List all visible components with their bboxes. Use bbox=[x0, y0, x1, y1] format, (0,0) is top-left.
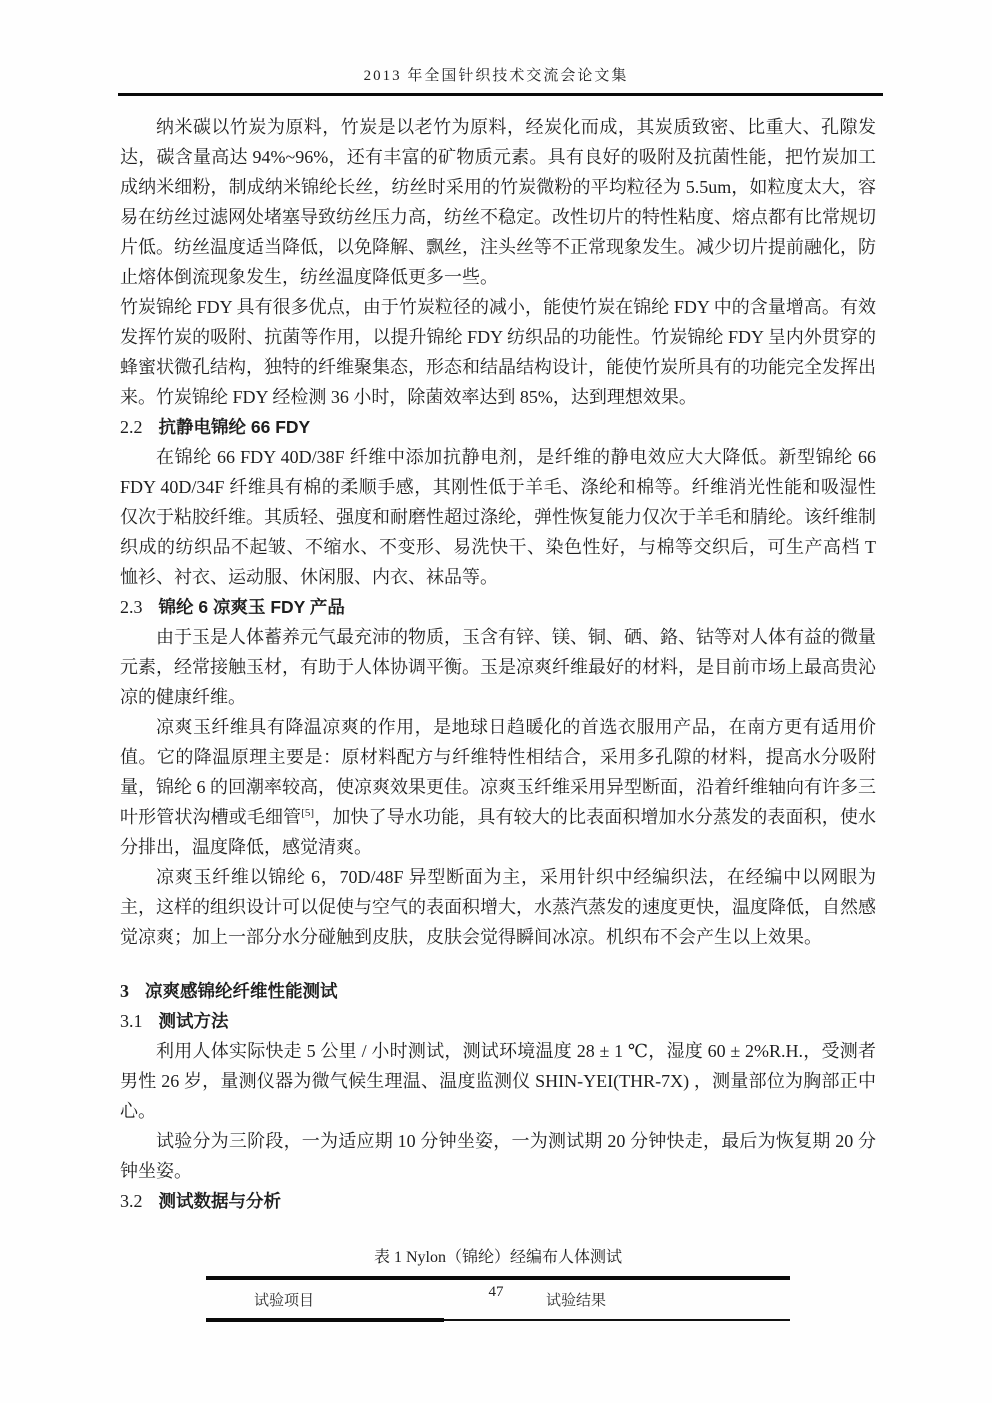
para-jade-knitting: 凉爽玉纤维以锦纶 6，70D/48F 异型断面为主，采用针织中经编织法，在经编中以网眼为主，这样的组织设计可以促使与空气的表面积增大，水蒸汽蒸发的速度更快，温度降低，自然感觉凉爽；加上一部分水分碰触到皮肤，皮肤会觉得瞬间冰凉。机织布不会产生以上效果。 bbox=[120, 867, 876, 947]
para-test-method: 利用人体实际快走 5 公里 / 小时测试，测试环境温度 28 ± 1 ℃，湿度 60 ± 2%R.H.，受测者男性 26 岁，量测仪器为微气候生理温、温度监测仪 SHIN-YEI(THR-7X) ，测量部位为胸部正中心。 bbox=[120, 1041, 876, 1121]
para-jade-cooling-text: 凉爽玉纤维具有降温凉爽的作用，是地球日趋暖化的首选衣服用产品，在南方更有适用价值。它的降温原理主要是：原材料配方与纤维特性相结合，采用多孔隙的材料，提高水分吸附量，锦纶 6 的回潮率较高，使凉爽效果更佳。凉爽玉纤维采用异型断面，沿着纤维轴向有许多三叶形管状沟槽或毛细管 bbox=[120, 717, 876, 827]
heading-jade-title: 锦纶 6 凉爽玉 FDY 产品 bbox=[158, 597, 345, 617]
heading-antistatic-number: 2.2 bbox=[120, 417, 143, 437]
heading-test-method bbox=[120, 1006, 876, 1036]
running-head-title: 2013 年全国针织技术交流会论文集 bbox=[363, 68, 629, 84]
heading-performance-test bbox=[120, 976, 876, 1006]
header-rule bbox=[118, 93, 883, 96]
para-jade-cooling bbox=[120, 712, 876, 862]
para-bamboo-intro: 纳米碳以竹炭为原料，竹炭是以老竹为原料，经炭化而成，其炭质致密、比重大、孔隙发达，碳含量高达 94%~96%，还有丰富的矿物质元素。具有良好的吸附及抗菌性能，把竹炭加工成纳米细粉，制成纳米锦纶长丝，纺丝时采用的竹炭微粉的平均粒径为 5.5um，如粒度太大，容易在纺丝过滤网处堵塞导致纺丝压力高，纺丝不稳定。改性切片的特性粘度、熔点都有比常规切片低。纺丝温度适当降低，以免降解、飘丝，注头丝等不正常现象发生。减少切片提前融化，防止熔体倒流现象发生，纺丝温度降低更多一些。 bbox=[120, 117, 876, 287]
heading-antistatic-title: 抗静电锦纶 66 FDY bbox=[158, 417, 311, 437]
table-caption: 表 1 Nylon（锦纶）经编布人体测试 bbox=[373, 1249, 622, 1266]
heading-performance-test-title: 凉爽感锦纶纤维性能测试 bbox=[145, 981, 338, 1001]
col-header-test-result: 试验结果 bbox=[545, 1292, 606, 1309]
table-header-bottom-rule bbox=[206, 1318, 790, 1322]
heading-jade bbox=[120, 592, 876, 622]
heading-test-data bbox=[120, 1186, 876, 1216]
page-number: 47 bbox=[488, 1284, 504, 1300]
col-header-test-item: 试验项目 bbox=[253, 1292, 314, 1309]
page-body bbox=[120, 112, 876, 1322]
heading-test-method-number: 3.1 bbox=[120, 1011, 143, 1031]
heading-test-method-title: 测试方法 bbox=[158, 1011, 229, 1031]
citation-ref-5: [5] bbox=[301, 807, 315, 819]
heading-test-data-number: 3.2 bbox=[120, 1191, 143, 1211]
para-test-phases: 试验分为三阶段，一为适应期 10 分钟坐姿，一为测试期 20 分钟快走，最后为恢复期 20 分钟坐姿。 bbox=[120, 1131, 876, 1181]
para-bamboo-fdy: 竹炭锦纶 FDY 具有很多优点，由于竹炭粒径的减小，能使竹炭在锦纶 FDY 中的含量增高。有效发挥竹炭的吸附、抗菌等作用，以提升锦纶 FDY 纺织品的功能性。竹炭锦纶 FDY 呈内外贯穿的蜂蜜状微孔结构，独特的纤维聚集态，形态和结晶结构设计，能使竹炭所具有的功能完全发挥出来。竹炭锦纶 FDY 经检测 36 小时，除菌效率达到 85%，达到理想效果。 bbox=[120, 297, 876, 407]
table-rule-segment-left bbox=[206, 1318, 444, 1322]
heading-test-data-title: 测试数据与分析 bbox=[158, 1191, 281, 1211]
table-rule-segment-right bbox=[444, 1319, 790, 1321]
para-jade-intro: 由于玉是人体蓄养元气最充沛的物质，玉含有锌、镁、铜、硒、鉻、钴等对人体有益的微量元素，经常接触玉材，有助于人体协调平衡。玉是凉爽纤维最好的材料，是目前市场上最高贵沁凉的健康纤维。 bbox=[120, 627, 876, 707]
heading-antistatic bbox=[120, 412, 876, 442]
heading-performance-test-number: 3 bbox=[120, 981, 129, 1001]
heading-jade-number: 2.3 bbox=[120, 597, 143, 617]
para-antistatic: 在锦纶 66 FDY 40D/38F 纤维中添加抗静电剂，是纤维的静电效应大大降低。新型锦纶 66 FDY 40D/34F 纤维具有棉的柔顺手感，其刚性低于羊毛、涤纶和棉等。纤维消光性能和吸湿性仅次于粘胶纤维。其质轻、强度和耐磨性超过涤纶，弹性恢复能力仅次于羊毛和腈纶。该纤维制织成的纺织品不起皱、不缩水、不变形、易洗快干、染色性好，与棉等交织后，可生产高档 T 恤衫、衬衣、运动服、休闲服、内衣、袜品等。 bbox=[120, 447, 876, 587]
para-jade-cooling-cont: ，加快了导水功能，具有较大的比表面积增加水分蒸发的表面积，使水分排出，温度降低，感觉清爽。 bbox=[120, 807, 877, 857]
